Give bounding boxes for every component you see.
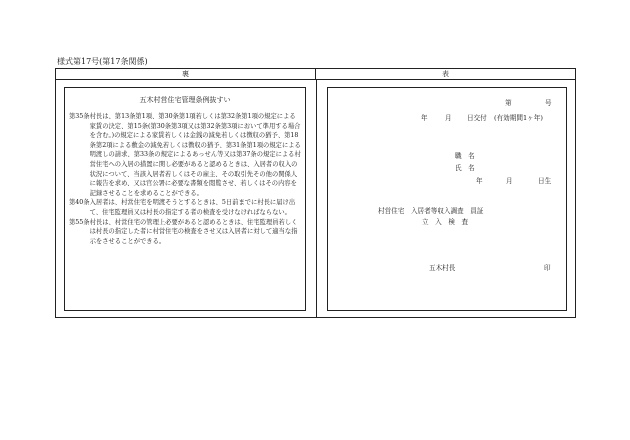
issue-month-label: 月	[445, 114, 452, 122]
back-side-panel	[64, 87, 306, 311]
article-number: 第40条	[69, 199, 90, 207]
article-text: 入居者は、村営住宅を明渡そうとするときは、5日前までに村長に届け出て、住宅監理員又は村長の指定する者の検査を受けなければならない。	[89, 199, 296, 216]
back-side-header: 裏	[56, 69, 316, 80]
issue-year-label: 年	[421, 114, 428, 122]
birth-day-label: 日生	[538, 177, 552, 185]
center-divider	[316, 80, 317, 317]
regulation-title: 五木村営住宅管理条例抜すい	[139, 96, 231, 104]
mayor-name: 五木村長	[429, 264, 456, 272]
article-number: 第35条	[69, 113, 90, 120]
article-text: 村長は、村営住宅の管理上必要があると認めるときは、住宅監理員若しくは村長の指定した者に村営住宅の検査をさせ又は入居者に対して適当な指示をさせることができる。	[89, 218, 298, 245]
front-side-header: 表	[316, 69, 575, 80]
article-35	[69, 112, 301, 198]
article-list	[69, 112, 301, 246]
article-text: 村長は、第13条第1項、第30条第1項若しくは第32条第1項の規定による家賃の決定、第15条(第30条第3項又は第32条第3項において準用する場合を含む。)の規定による家賃若しくは金銭の減免若しくは徴収の猶予、第18条第2項による敷金の減免若しくは徴収の猶予、第31条第1項の規定による明渡しの請求、第33条の規定によるあっせん等又は第37条の規定による村営住宅への入居の措置に関し必要があると認めるときは、入居者の収入の状況について、当該入居者若しくはその雇主、その取引先その他の関係人に報告を求め、又は官公署に必要な書類を閲覧させ、若しくはその内容を記録させることを求めることができる。	[89, 113, 301, 197]
birth-year-label: 年	[476, 177, 483, 185]
validity-period: (有効期間1ヶ年)	[494, 114, 543, 122]
certificate-title: 村営住宅 入居者等収入調査 員証	[378, 207, 484, 215]
form-number-label: 様式第17号(第17条関係)	[57, 57, 148, 66]
issue-day-label: 日交付	[467, 114, 487, 122]
position-label: 職 名	[455, 152, 475, 160]
birth-month-label: 月	[506, 177, 513, 185]
article-55	[69, 218, 301, 247]
front-side-panel	[327, 87, 567, 311]
certificate-form	[55, 68, 576, 318]
certificate-subtitle: 立 入 検 査	[422, 218, 469, 226]
number-prefix: 第	[505, 99, 512, 107]
seal-mark: 印	[544, 264, 551, 272]
article-40	[69, 198, 301, 217]
number-suffix: 号	[545, 99, 552, 107]
name-label: 氏 名	[455, 164, 475, 172]
article-number: 第55条	[69, 218, 90, 226]
